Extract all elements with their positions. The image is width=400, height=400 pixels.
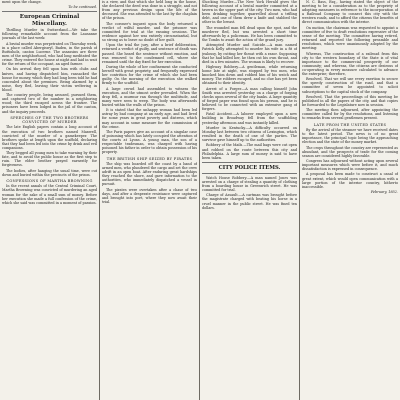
article-paragraph: The Paris papers give an account of a singular case of poisoning which has lately occupied the attention of the courts at Lyons. A young man, the son of a respectable tradesman, was charged with having poisoned his father in order to obtain possession of his property. (102, 129, 197, 155)
article-paragraph: The late English papers contain a long account of the execution of two brothers named Maxwell, convicted of the murder of a gamekeeper. The brothers spoke at length upon the scaffold, declaring that they had been led into the crime by drink and evil companions. (2, 125, 97, 150)
article-paragraph: Shocking Murder.—The New York Herald gives the following account of a brutal murder committed at a tavern in the upper part of the city: Two men, who had been drinking together, quarrelled about a trifling debt, and one of them drew a knife and stabbed the other in the breast. (202, 0, 297, 25)
article-paragraph: On his arrival they fell upon him with clubs and knives, and having dispatched him, ransacked the house for money, which they had long been told he had concealed about the premises. Being alarmed by a noise, they fled, leaving their victim weltering in blood. (2, 67, 97, 92)
article-paragraph: A brutal murder was perpetrated on Thursday week, in a place called Abergiswyl, Baden, in the parish of Buttisholz, canton Lucerne. The assassins are three men of the neighborhood, who had long meditated the crime. They entered the house at night and laid in wait for the return of the occupant, an aged farmer. (2, 41, 97, 67)
article-paragraph: Congress has adjourned without acting upon several important measures which were before it, and much dissatisfaction is expressed in consequence. (302, 159, 398, 172)
article-paragraph: The crops throughout the country are represented as abundant, and the prospects of trade for the coming season are considered highly favorable. (302, 145, 398, 158)
column-rule (199, 0, 200, 400)
article-paragraph: Fatal Accident.—A laborer employed upon a new building in Broadway fell from the scaffolding yesterday afternoon and was instantly killed. (202, 112, 297, 125)
divider (202, 162, 297, 163)
article-paragraph: The coroner's inquest upon the body returned a verdict of wilful murder, and the prisoner was committed for trial at the ensuing sessions. The evidence against her was entirely circumstantial, but so strong as to leave no doubt of her guilt. (102, 21, 197, 43)
subhead-late-from-united-states: LATE FROM THE UNITED STATES (313, 122, 387, 127)
article-paragraph: Robbery of the Mails.—The mail bags were cut open and robbed on the route between this city and Philadelphia. A large sum of money is said to have been taken. (202, 143, 297, 160)
headline-european-criminal-miscellany: European Criminal Miscellany. (19, 14, 80, 27)
article-paragraph: Murder in Kentucky.—A difficulty occurred on Monday last between two citizens of Lexington, which resulted in the death of one of the parties. The survivor gave himself up to the authorities. (202, 125, 297, 143)
column-3 (202, 0, 297, 400)
article-paragraph: Watch House Robbery.—A man named Jones was arrested on a charge of stealing a quantity of clothing from a boarding house in Greenwich street. He was committed for trial. (202, 175, 297, 193)
article-paragraph: By the arrival of the steamer we have received dates to the latest period. The news is of no great importance, the principal topic being the approaching election and the state of the money market. (302, 127, 398, 145)
article-paragraph: During the whole of her confinement she conducted herself with great propriety, and frequently expressed her contrition for the crime of which she had been guilty. On the morning of the execution she walked firmly to the scaffold. (102, 64, 197, 86)
article-paragraph: Highway Robbery.—A gentleman, while returning home late at night, was stopped by two men, who knocked him down and robbed him of his watch and money. The robbers escaped, and no clue has yet been obtained to their identity. (202, 64, 297, 86)
divider (2, 11, 97, 12)
article-paragraph: The bodies, after hanging the usual time, were cut down and buried within the precincts of the prison. (2, 168, 97, 177)
article-paragraph: They begged all young men to take warning by their fate, and to avoid the public house as the first step to ruin. The elder brother prayed earnestly for forgiveness. (2, 151, 97, 168)
article-paragraph: Whereas, The construction of a railroad from this city to the western boundary of the State is of vital importance to the commercial prosperity of our community; and whereas, the citizens are desirous of co-operating in every measure calculated to advance the enterprise; therefore, (302, 51, 398, 76)
column-rule (99, 0, 100, 400)
subhead-ship-seized: THE BRITISH SHIP SEIZED BY PIRATES (106, 156, 193, 161)
article-paragraph: Resolved, That the proceedings of this meeting be published in all the papers of the city, and that copies be forwarded to the Legislature now in session. (302, 94, 398, 107)
headline-city-police-items: CITY POLICE ITEMS. (218, 164, 281, 171)
signature-date: February, 1852. (370, 190, 398, 195)
article-paragraph: It is stated that the unhappy woman had been led astray by bad company at an early age, and had lived for some years in great poverty and distress, which may account in some measure for the commission of the crime. (102, 108, 197, 129)
article-paragraph: Arrest of a Forger.—A man calling himself John Smith was arrested yesterday on a charge of forging checks upon several of the city banks. A large quantity of forged paper was found upon his person, and he is believed to be connected with an extensive gang of forgers. (202, 86, 297, 112)
article-paragraph: On motion, the chairman was requested to appoint a committee of five to draft resolutions expressive of the sense of the meeting. The committee having retired, returned and reported the following preamble and resolutions, which were unanimously adopted by the meeting: (302, 25, 398, 51)
column-1-top-snippet-1: ment upon the change. (2, 0, 42, 4)
subhead-martha-browning: CONFESSIONS OF MARTHA BROWNING (6, 178, 93, 183)
article-paragraph: Resolved, That we will use every exertion to secure the speedy construction of the road, and that a committee of seven be appointed to solicit subscriptions to the capital stock of the company. (302, 77, 398, 94)
article-paragraph: Charge of Assault.—A cartman was brought before the magistrate charged with beating his horse in a cruel manner in the public street. He was fined ten dollars. (202, 193, 297, 210)
article-paragraph: A large crowd had assembled to witness the execution, and the utmost order prevailed. When the drop fell, a murmur ran through the multitude, and many were seen to weep. The body was afterwards buried within the walls of the prison. (102, 86, 197, 107)
article-paragraph: N. C. Bass, Esq., having stated the object of the meeting to be a consideration as to the propriety of adopting measures in reference to the incorporation of a Railroad Company to connect this city with the western roads, and to afford the citizens the benefits of direct communication with the interior. (302, 0, 398, 25)
article-paragraph: In the recent annals of the Central Criminal Court, Martha Browning was convicted of murdering an aged woman for the sake of a small sum of money. Before her execution she made a full confession of the crime, which she said was committed in a moment of passion. (2, 184, 97, 205)
column-2 (102, 0, 197, 400)
article-paragraph: is a view, and that which she held long in the house, she declared the deed was done in a struggle, and not from any previous design upon the life of the deceased. She was attended to the last by the chaplain of the prison. (102, 0, 197, 21)
article-paragraph: The wounded man fell dead upon the spot, and the murderer fled, but was arrested a short time afterwards by a policeman. He has been committed to the Tombs to await the action of the grand jury. (202, 25, 297, 43)
article-paragraph: A proposal has been made to construct a canal of great extent, which would open communication with a large portion of the interior country, hitherto inaccessible. (302, 172, 398, 189)
article-paragraph: Thrilling Murder in Switzerland.—We take the following remarkable account from the Lausanne journals of the last week: (2, 28, 97, 41)
article-paragraph: The country people, being aroused, pursued them, and captured two of the number in a neighboring wood; the third escaped across the frontier. The prisoners have been lodged in the jail of the canton, and the inquiry proceeds. (2, 93, 97, 114)
column-1 (2, 0, 97, 400)
divider (202, 173, 297, 174)
column-rule (299, 0, 300, 400)
column-4 (302, 0, 398, 400)
article-paragraph: Upon the trial the jury, after a brief deliberation, returned a verdict of guilty, and sentence of death was passed. She heard the sentence without emotion, and was removed to the condemned cell, where she remained until the day fixed for her execution. (102, 43, 197, 64)
column-1-top-snippet-2: To be continued. (68, 5, 97, 10)
article-paragraph: The ship was boarded off the coast by a band of armed men, who plundered the cargo and set the crew adrift in an open boat. After enduring great hardships they reached the shore, and gave information to the authorities, who immediately dispatched a vessel in pursuit. (102, 161, 197, 187)
article-paragraph: The meeting then adjourned, after appointing the committee called for by the resolutions, and listening to remarks from several gentlemen present. (302, 108, 398, 121)
article-paragraph: Attempted Murder and Suicide.—A man named Patrick Kelly attempted to murder his wife in a fit of jealousy, by cutting her throat with a razor. Supposing that he had killed her, he then cut his own throat, and died in a few minutes. The woman is likely to recover. (202, 43, 297, 64)
subhead-two-brothers: SPEECHES OF THE TWO BROTHERS CONVICTED OF MURDER (10, 115, 89, 125)
article-paragraph: The pirates were overtaken after a chase of two days, and after a desperate resistance were captured and brought into port, where they now await their trial. (102, 187, 197, 204)
